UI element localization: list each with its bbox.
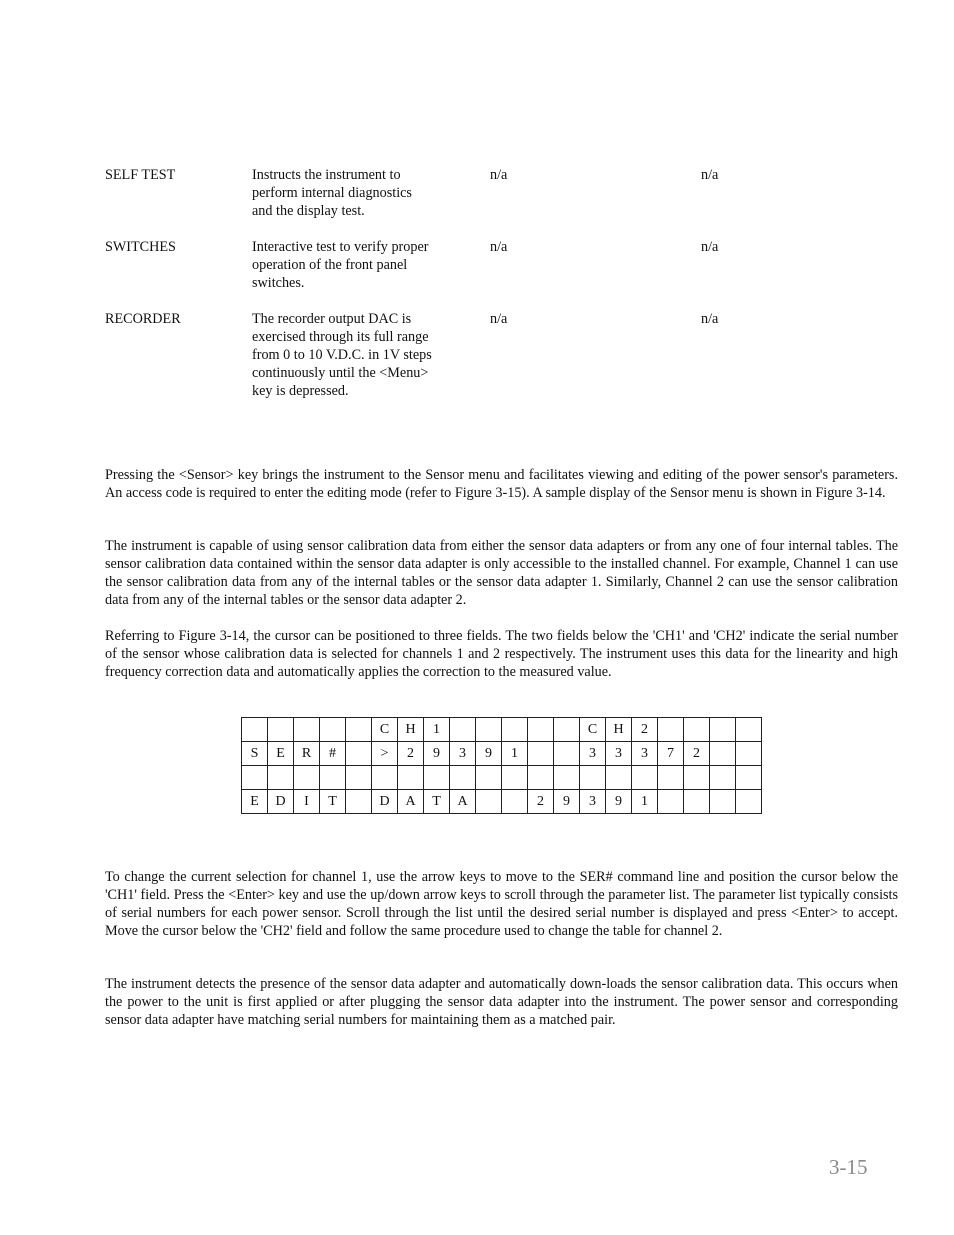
- display-cell: [268, 766, 294, 790]
- display-cell: [502, 766, 528, 790]
- test-value-col4: n/a: [701, 311, 719, 327]
- display-cell: [320, 766, 346, 790]
- display-cell: [710, 790, 736, 814]
- display-cell: S: [242, 742, 268, 766]
- display-cell: [658, 718, 684, 742]
- paragraph-sensor-menu-intro: Pressing the <Sensor> key brings the instrument to the Sensor menu and facilitates viewing and editing of the power sensor's parameters. An access code is required to enter the editing mode (refer to Figure 3-15). A sample display of the Sensor menu is shown in Figure 3-14.: [105, 467, 898, 501]
- display-cell: 2: [528, 790, 554, 814]
- test-description-line: exercised through its full range: [252, 329, 429, 345]
- test-description: [252, 238, 467, 292]
- display-cell: [450, 766, 476, 790]
- display-cell: [502, 790, 528, 814]
- test-description-line: key is depressed.: [252, 383, 349, 399]
- display-cell: [268, 718, 294, 742]
- test-description-line: The recorder output DAC is: [252, 311, 412, 327]
- display-line: [242, 790, 762, 814]
- display-cell: [242, 718, 268, 742]
- test-name: SWITCHES: [105, 239, 176, 255]
- display-cell: 7: [658, 742, 684, 766]
- display-cell: [398, 766, 424, 790]
- display-cell: [476, 718, 502, 742]
- test-description: [252, 166, 467, 220]
- display-cell: H: [606, 718, 632, 742]
- test-value-col3: n/a: [490, 239, 508, 255]
- display-cell: 3: [606, 742, 632, 766]
- display-cell: [684, 790, 710, 814]
- display-cell: 3: [580, 742, 606, 766]
- display-cell: [658, 790, 684, 814]
- test-value-col3: n/a: [490, 311, 508, 327]
- display-cell: [554, 766, 580, 790]
- display-cell: 2: [398, 742, 424, 766]
- display-cell: C: [580, 718, 606, 742]
- display-cell: T: [424, 790, 450, 814]
- display-cell: A: [398, 790, 424, 814]
- test-description-line: continuously until the <Menu>: [252, 365, 429, 381]
- display-cell: 1: [424, 718, 450, 742]
- display-cell: A: [450, 790, 476, 814]
- display-cell: [736, 742, 762, 766]
- display-cell: [528, 766, 554, 790]
- display-cell: 9: [424, 742, 450, 766]
- display-cell: [372, 766, 398, 790]
- paragraph-calibration-sources: The instrument is capable of using sensor calibration data from either the sensor data adapters or from any one of four internal tables. The sensor calibration data contained within the sensor data adapter is only accessible to the installed channel. For example, Channel 1 can use the sensor calibration data from any of the internal tables or the sensor data adapter 1. Similarly, Channel 2 can use the sensor calibration data from any of the internal tables or the sensor data adapter 2.: [105, 538, 898, 608]
- test-description-line: switches.: [252, 275, 305, 291]
- test-description-line: from 0 to 10 V.D.C. in 1V steps: [252, 347, 432, 363]
- paragraph-adapter-detection: The instrument detects the presence of the sensor data adapter and automatically down-loads the sensor calibration data. This occurs when the power to the unit is first applied or after plugging the sensor data adapter into the instrument. The power sensor and corresponding sensor data adapter have matching serial numbers for maintaining them as a matched pair.: [105, 976, 898, 1028]
- display-cell: [528, 742, 554, 766]
- display-cell: 9: [554, 790, 580, 814]
- display-cell: #: [320, 742, 346, 766]
- page-number: 3-15: [829, 1155, 868, 1179]
- display-cell: [450, 718, 476, 742]
- test-description-line: Instructs the instrument to: [252, 167, 401, 183]
- test-description-line: and the display test.: [252, 203, 365, 219]
- test-description-line: Interactive test to verify proper: [252, 239, 429, 255]
- display-cell: [632, 766, 658, 790]
- display-cell: [736, 718, 762, 742]
- display-cell: [606, 766, 632, 790]
- test-value-col4: n/a: [701, 239, 719, 255]
- display-cell: [736, 790, 762, 814]
- display-cell: E: [268, 742, 294, 766]
- display-cell: [476, 790, 502, 814]
- display-cell: 9: [606, 790, 632, 814]
- display-cell: [294, 718, 320, 742]
- display-cell: [710, 742, 736, 766]
- display-cell: 3: [580, 790, 606, 814]
- display-cell: [320, 718, 346, 742]
- display-cell: C: [372, 718, 398, 742]
- display-cell: 2: [632, 718, 658, 742]
- display-cell: >: [372, 742, 398, 766]
- display-cell: [528, 718, 554, 742]
- display-line: [242, 742, 762, 766]
- test-name: SELF TEST: [105, 167, 176, 183]
- display-cell: [710, 766, 736, 790]
- paragraph-cursor-fields: Referring to Figure 3-14, the cursor can be positioned to three fields. The two fields below the 'CH1' and 'CH2' indicate the serial number of the sensor whose calibration data is selected for channels 1 and 2 respectively. The instrument uses this data for the linearity and high frequency correction data and automatically applies the correction to the measured value.: [105, 628, 898, 680]
- display-cell: [554, 718, 580, 742]
- display-cell: [554, 742, 580, 766]
- display-line: [242, 718, 762, 742]
- display-cell: 3: [450, 742, 476, 766]
- test-value-col4: n/a: [701, 167, 719, 183]
- display-cell: [346, 790, 372, 814]
- test-name: RECORDER: [105, 311, 181, 327]
- display-cell: [580, 766, 606, 790]
- display-line: [242, 766, 762, 790]
- display-cell: 3: [632, 742, 658, 766]
- display-cell: 1: [632, 790, 658, 814]
- display-cell: [710, 718, 736, 742]
- display-cell: [294, 766, 320, 790]
- display-cell: 2: [684, 742, 710, 766]
- display-cell: I: [294, 790, 320, 814]
- test-description-line: perform internal diagnostics: [252, 185, 412, 201]
- display-cell: [346, 718, 372, 742]
- display-cell: E: [242, 790, 268, 814]
- sensor-menu-display-figure: [241, 717, 762, 814]
- display-cell: [476, 766, 502, 790]
- display-cell: T: [320, 790, 346, 814]
- display-cell: [658, 766, 684, 790]
- display-cell: D: [268, 790, 294, 814]
- test-description: [252, 310, 467, 400]
- display-cell: [346, 742, 372, 766]
- display-cell: [736, 766, 762, 790]
- display-cell: 9: [476, 742, 502, 766]
- display-cell: [242, 766, 268, 790]
- display-cell: D: [372, 790, 398, 814]
- display-cell: 1: [502, 742, 528, 766]
- test-description-line: operation of the front panel: [252, 257, 408, 273]
- display-cell: [502, 718, 528, 742]
- display-cell: [346, 766, 372, 790]
- test-value-col3: n/a: [490, 167, 508, 183]
- display-cell: [684, 718, 710, 742]
- display-cell: [684, 766, 710, 790]
- display-cell: [424, 766, 450, 790]
- display-cell: H: [398, 718, 424, 742]
- paragraph-change-selection: To change the current selection for channel 1, use the arrow keys to move to the SER# command line and position the cursor below the 'CH1' field. Press the <Enter> key and use the up/down arrow keys to scroll through the parameter list. The parameter list typically consists of serial numbers for each power sensor. Scroll through the list until the desired serial number is displayed and press <Enter> to accept. Move the cursor below the 'CH2' field and follow the same procedure used to change the table for channel 2.: [105, 869, 898, 939]
- display-cell: R: [294, 742, 320, 766]
